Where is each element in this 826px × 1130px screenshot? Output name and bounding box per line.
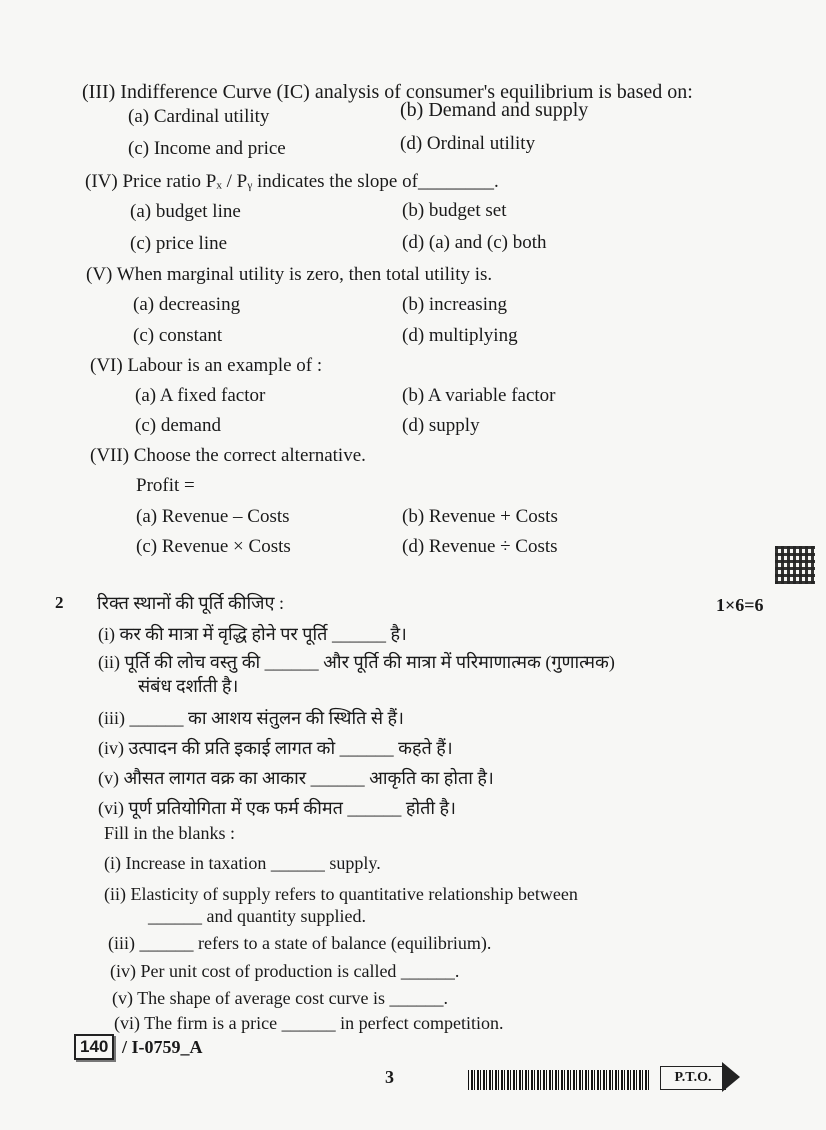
english-item: (v) The shape of average cost curve is ______. — [112, 988, 449, 1008]
hindi-item-cont: संबंध दर्शाती है। — [138, 676, 239, 696]
question-stem: (V) When marginal utility is zero, then total utility is. — [86, 264, 493, 285]
option-c: (c) demand — [135, 415, 221, 436]
english-item: (iv) Per unit cost of production is called ______. — [110, 961, 460, 981]
question-stem: (VI) Labour is an example of : — [90, 355, 323, 376]
hindi-item: (vi) पूर्ण प्रतियोगिता में एक फर्म कीमत ______ होती है। — [98, 798, 456, 818]
english-item: (ii) Elasticity of supply refers to quantitative relationship between — [104, 884, 578, 904]
question-stem: (IV) Price ratio Pₓ / Pᵧ indicates the slope of________. — [85, 171, 499, 192]
english-item: (iii) ______ refers to a state of balance (equilibrium). — [108, 933, 492, 953]
hindi-item: (iii) ______ का आशय संतुलन की स्थिति से हैं। — [98, 708, 404, 728]
option-b: (b) A variable factor — [402, 385, 556, 406]
option-b: (b) budget set — [402, 200, 507, 221]
hindi-heading: रिक्त स्थानों की पूर्ति कीजिए : — [97, 593, 284, 613]
option-d: (d) Revenue ÷ Costs — [402, 536, 558, 557]
question-sub: Profit = — [136, 475, 195, 496]
question-number: 2 — [55, 593, 64, 612]
pto-label: P.T.O. — [660, 1066, 726, 1090]
arrow-right-icon — [722, 1062, 740, 1092]
hindi-item: (ii) पूर्ति की लोच वस्तु की ______ और पूर्ति की मात्रा में परिमाणात्मक (गुणात्मक) — [98, 652, 615, 672]
barcode — [468, 1070, 650, 1090]
option-c: (c) price line — [130, 233, 228, 254]
option-d: (d) multiplying — [402, 325, 518, 346]
option-a: (a) Cardinal utility — [128, 106, 270, 127]
marks: 1×6=6 — [716, 595, 764, 615]
paper-code-box: 140 — [74, 1034, 114, 1060]
hindi-item: (iv) उत्पादन की प्रति इकाई लागत को ______ कहते हैं। — [98, 738, 453, 758]
option-a: (a) budget line — [130, 201, 241, 222]
paper-code: / I-0759_A — [122, 1037, 203, 1057]
question-stem: (VII) Choose the correct alternative. — [90, 445, 366, 466]
question-stem: (III) Indifference Curve (IC) analysis of consumer's equilibrium is based on: — [82, 81, 693, 103]
option-c: (c) Income and price — [128, 138, 286, 159]
english-item-cont: ______ and quantity supplied. — [148, 906, 366, 926]
option-c: (c) constant — [133, 325, 223, 346]
qr-code — [775, 546, 815, 584]
english-heading: Fill in the blanks : — [104, 823, 236, 843]
english-item: (vi) The firm is a price ______ in perfect competition. — [114, 1013, 504, 1033]
option-d: (d) supply — [402, 415, 480, 436]
option-a: (a) Revenue – Costs — [136, 506, 290, 527]
option-a: (a) decreasing — [133, 294, 241, 315]
option-b: (b) Demand and supply — [400, 99, 589, 121]
option-d: (d) Ordinal utility — [400, 133, 536, 154]
option-d: (d) (a) and (c) both — [402, 232, 547, 253]
option-a: (a) A fixed factor — [135, 385, 266, 406]
option-b: (b) increasing — [402, 294, 507, 315]
option-c: (c) Revenue × Costs — [136, 536, 291, 557]
hindi-item: (i) कर की मात्रा में वृद्धि होने पर पूर्ति ______ है। — [98, 624, 407, 644]
english-item: (i) Increase in taxation ______ supply. — [104, 853, 381, 873]
option-b: (b) Revenue + Costs — [402, 506, 558, 527]
page-number: 3 — [385, 1067, 394, 1087]
hindi-item: (v) औसत लागत वक्र का आकार ______ आकृति का होता है। — [98, 768, 494, 788]
